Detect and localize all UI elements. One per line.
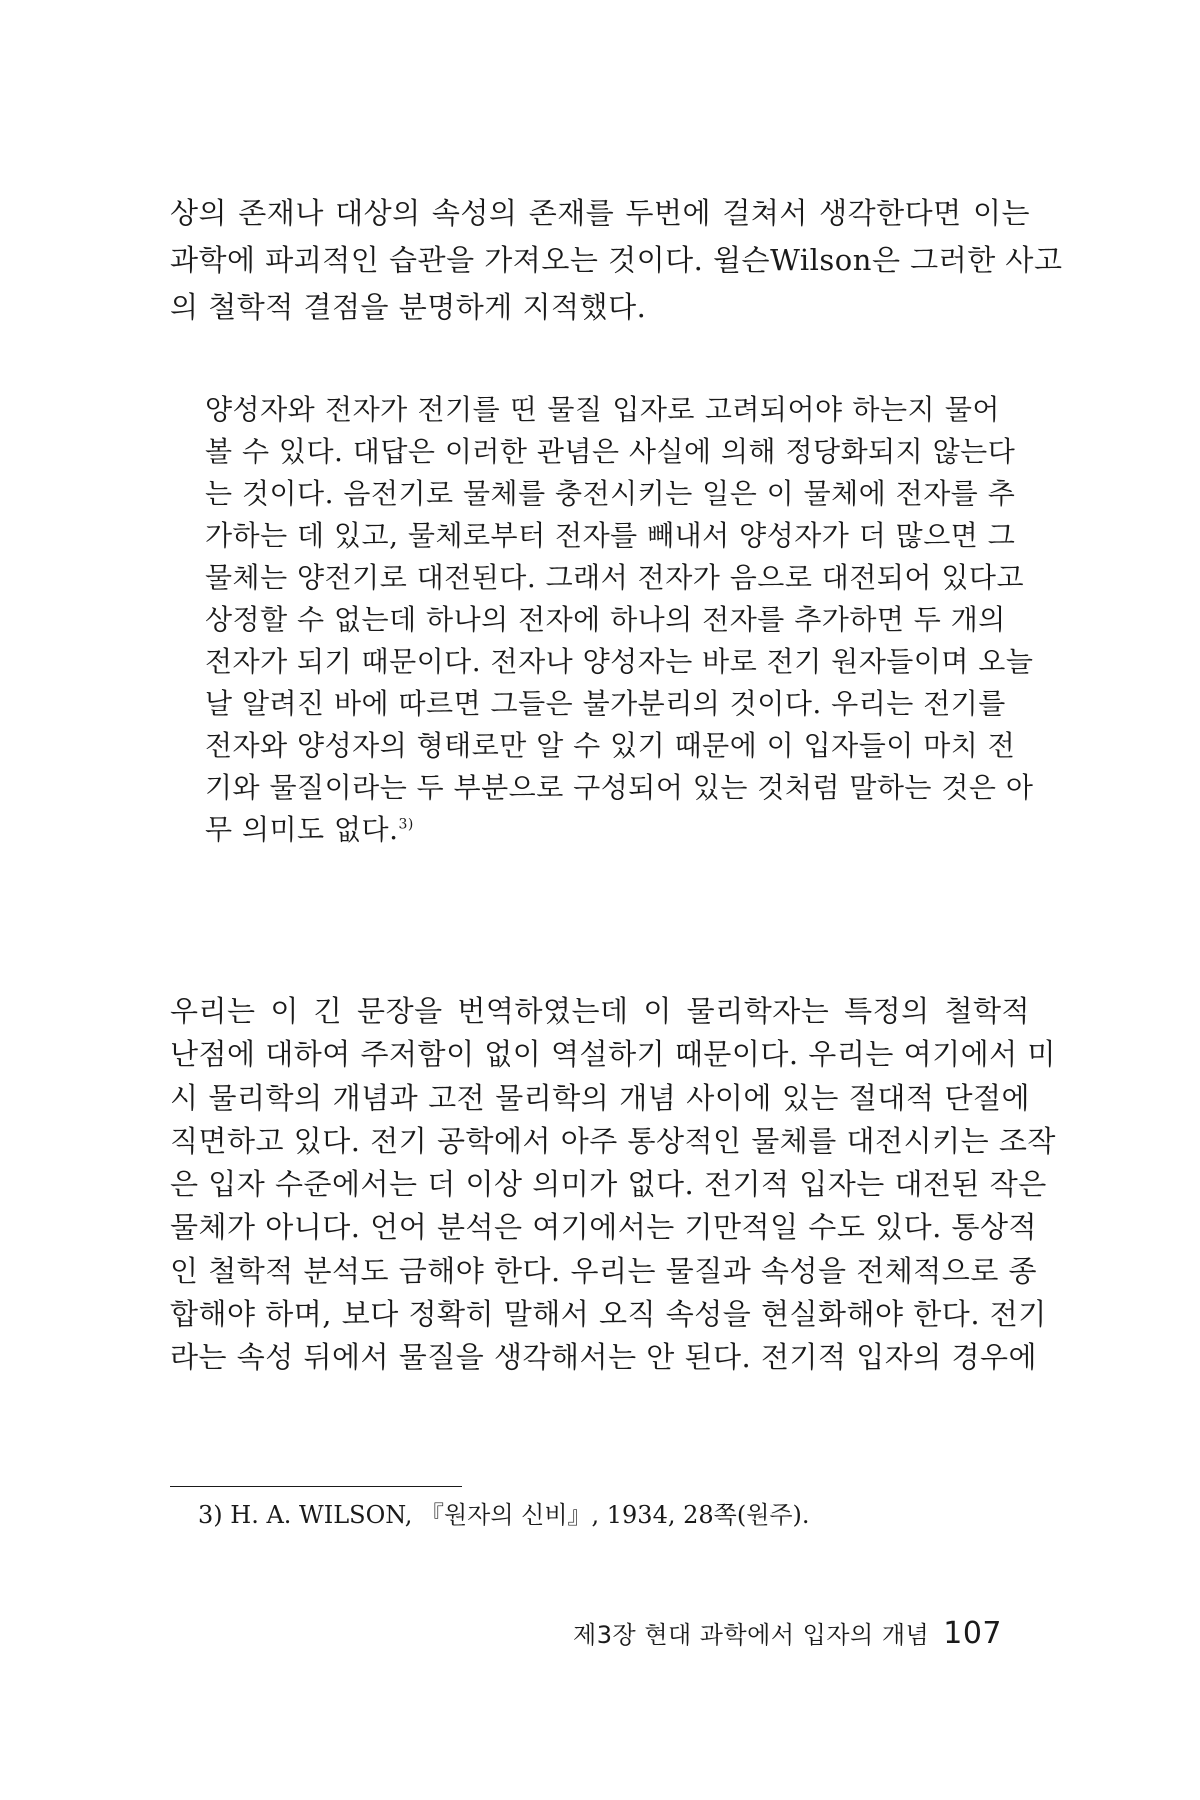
text-line: 우리는 이 긴 문장을 번역하였는데 이 물리학자는 특정의 철학적 [170,994,1030,1028]
running-footer [573,1617,1002,1652]
text-line: 시 물리학의 개념과 고전 물리학의 개념 사이에 있는 절대적 단절에 [170,1080,1030,1115]
text-line: 과학에 파괴적인 습관을 가져오는 것이다. 윌슨Wilson은 그러한 사고 [170,243,1063,277]
text-line: 물체가 아니다. 언어 분석은 여기에서는 기만적일 수도 있다. 통상적 [170,1210,1038,1245]
text-line: 인 철학적 분석도 금해야 한다. 우리는 물질과 속성을 전체적으로 종 [170,1253,1038,1288]
quote-line: 전자가 되기 때문이다. 전자나 양성자는 바로 전기 원자들이며 오늘 [205,645,1034,678]
paragraph-2 [170,990,1056,1380]
footnote: 3) H. A. WILSON, 『원자의 신비』, 1934, 28쪽(원주). [198,1501,810,1529]
quote-line: 물체는 양전기로 대전된다. 그래서 전자가 음으로 대전되어 있다고 [205,561,1025,594]
quote-last-text: 무 의미도 없다. [205,813,399,846]
quote-line [205,809,1000,851]
block-quote [205,389,1034,851]
text-line: 라는 속성 뒤에서 물질을 생각해서는 안 된다. 전기적 입자의 경우에 [170,1340,1038,1375]
quote-line: 상정할 수 없는데 하나의 전자에 하나의 전자를 추가하면 두 개의 [205,603,1006,636]
chapter-title: 제3장 현대 과학에서 입자의 개념 [573,1621,930,1649]
text-line: 상의 존재나 대상의 속성의 존재를 두번에 걸쳐서 생각한다면 이는 [170,196,1030,230]
quote-line: 는 것이다. 음전기로 물체를 충전시키는 일은 이 물체에 전자를 추 [205,477,1016,510]
quote-line: 날 알려진 바에 따르면 그들은 불가분리의 것이다. 우리는 전기를 [205,687,1006,720]
page-number: 107 [943,1616,1002,1651]
quote-line: 양성자와 전자가 전기를 띤 물질 입자로 고려되어야 하는지 물어 [205,393,1000,426]
quote-line: 가하는 데 있고, 물체로부터 전자를 빼내서 양성자가 더 많으면 그 [205,519,1016,552]
footnote-divider [170,1486,462,1487]
paragraph-1 [170,190,1063,331]
quote-line: 전자와 양성자의 형태로만 알 수 있기 때문에 이 입자들이 마치 전 [205,729,1016,762]
text-line: 은 입자 수준에서는 더 이상 의미가 없다. 전기적 입자는 대전된 작은 [170,1167,1047,1202]
quote-line: 기와 물질이라는 두 부분으로 구성되어 있는 것처럼 말하는 것은 아 [205,771,1034,804]
text-line: 의 철학적 결점을 분명하게 지적했다. [170,290,647,324]
text-line: 직면하고 있다. 전기 공학에서 아주 통상적인 물체를 대전시키는 조작 [170,1123,1056,1158]
text-line: 합해야 하며, 보다 정확히 말해서 오직 속성을 현실화해야 한다. 전기 [170,1297,1047,1332]
text-line: 난점에 대하여 주저함이 없이 역설하기 때문이다. 우리는 여기에서 미 [170,1037,1056,1072]
footnote-reference: 3) [398,816,414,833]
quote-line: 볼 수 있다. 대답은 이러한 관념은 사실에 의해 정당화되지 않는다 [205,435,1016,468]
